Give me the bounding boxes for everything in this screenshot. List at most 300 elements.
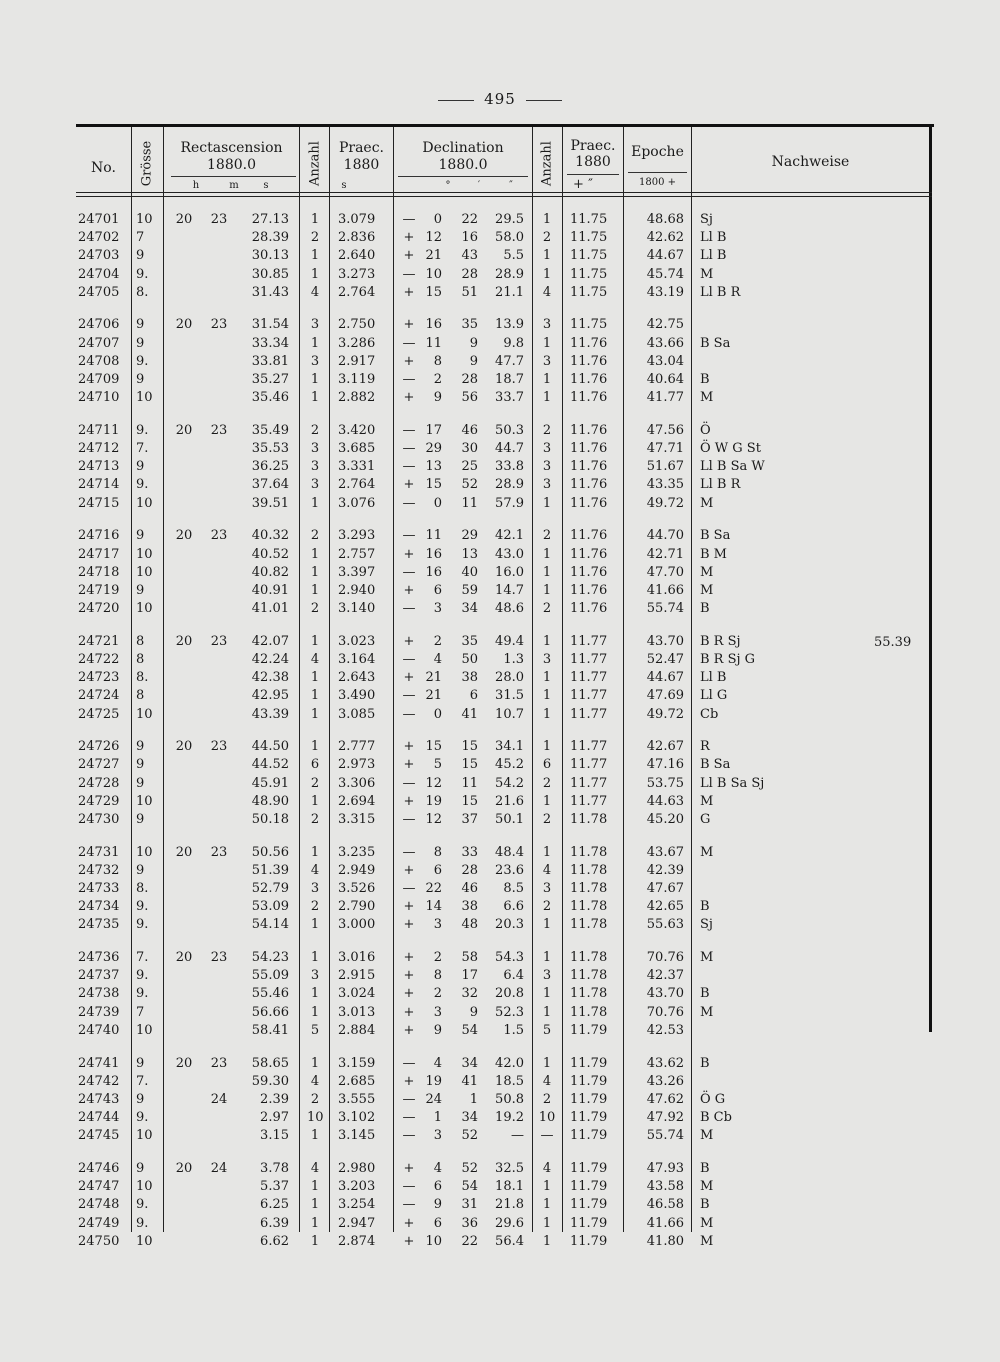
cell-groesse: 9	[136, 775, 145, 791]
cell-decl-sign: +	[403, 793, 415, 809]
header-rect-subrule	[171, 176, 296, 177]
cell-praec-1: 3.145	[338, 1128, 376, 1144]
cell-praec-2: 11.78	[570, 899, 608, 915]
cell-decl-min: 52	[461, 1128, 478, 1144]
cell-anzahl-1: 1	[310, 739, 320, 755]
cell-no: 24743	[78, 1091, 120, 1107]
cell-ra-s: 2.97	[260, 1110, 289, 1126]
cell-decl-sign: +	[403, 546, 415, 562]
cell-praec-2: 11.78	[570, 917, 608, 933]
cell-ra-m: 23	[210, 844, 228, 860]
cell-decl-sec: 58.0	[495, 230, 524, 246]
cell-decl-sec: 13.9	[495, 317, 524, 333]
cell-ra-m: 23	[210, 212, 228, 227]
cell-groesse: 9	[136, 582, 145, 598]
header-praec-2-year: 1880	[575, 154, 611, 170]
cell-nachweise: Cb	[700, 706, 719, 722]
cell-epoche: 44.63	[646, 793, 684, 809]
cell-praec-1: 3.016	[338, 950, 376, 966]
group-gap	[76, 619, 932, 634]
cell-praec-2: 11.76	[570, 335, 608, 351]
cell-nachweise: G	[700, 811, 711, 827]
table-row	[76, 583, 932, 601]
cell-decl-deg: 0	[433, 495, 442, 511]
cell-decl-deg: 19	[425, 1073, 442, 1089]
cell-groesse: 9.	[136, 1215, 149, 1231]
cell-decl-deg: 21	[425, 670, 442, 686]
cell-anzahl-2: 1	[542, 1004, 552, 1020]
cell-ra-h: 20	[175, 528, 193, 544]
cell-praec-1: 2.947	[338, 1215, 376, 1231]
cell-groesse: 9	[136, 1160, 145, 1176]
cell-decl-sign: —	[402, 528, 416, 544]
cell-decl-min: 15	[461, 793, 478, 809]
cell-nachweise: Ll B	[700, 670, 727, 686]
cell-praec-1: 3.119	[338, 372, 376, 387]
cell-decl-sign: +	[403, 230, 415, 246]
cell-epoche: 43.19	[646, 284, 684, 300]
header-praec-2-subrule	[567, 174, 619, 175]
cell-praec-2: 11.76	[570, 601, 608, 617]
cell-decl-deg: 17	[425, 422, 442, 438]
cell-ra-s: 36.25	[251, 459, 289, 475]
cell-ra-h: 20	[175, 317, 193, 333]
cell-praec-2: 11.78	[570, 986, 608, 1002]
cell-ra-s: 42.07	[251, 633, 289, 649]
cell-praec-1: 3.000	[338, 917, 376, 933]
cell-ra-m: 23	[210, 739, 228, 755]
cell-anzahl-2: 1	[542, 706, 552, 722]
cell-decl-sec: 8.5	[503, 881, 524, 896]
header-anzahl-2: Anzahl	[539, 141, 555, 186]
cell-anzahl-2: —	[540, 1128, 554, 1144]
cell-nachweise: M	[700, 1128, 714, 1144]
cell-praec-2: 11.79	[570, 1055, 608, 1071]
cell-anzahl-2: 1	[542, 1197, 552, 1213]
cell-groesse: 10	[136, 495, 153, 511]
header-epoche-unit: 1800 +	[638, 177, 676, 188]
cell-praec-2: 11.76	[570, 441, 608, 457]
cell-anzahl-2: 1	[542, 390, 552, 406]
cell-decl-deg: 9	[433, 1022, 442, 1038]
cell-anzahl-2: 1	[542, 1233, 552, 1249]
cell-praec-1: 2.949	[338, 862, 376, 878]
cell-nachweise: M	[700, 495, 714, 511]
cell-anzahl-1: 3	[310, 459, 320, 475]
cell-epoche: 45.20	[646, 811, 684, 827]
cell-decl-deg: 10	[425, 266, 442, 282]
cell-decl-sec: 48.4	[495, 844, 524, 860]
cell-decl-sign: +	[403, 317, 415, 333]
cell-nachweise: B	[700, 601, 710, 617]
cell-praec-2: 11.77	[570, 670, 608, 686]
page-number-text: 495	[484, 90, 516, 108]
cell-ra-s: 42.95	[251, 688, 289, 704]
cell-decl-deg: 6	[433, 1179, 442, 1195]
cell-no: 24733	[78, 881, 120, 896]
cell-anzahl-1: 1	[310, 986, 320, 1002]
cell-anzahl-1: 2	[310, 811, 320, 827]
table-row	[76, 1128, 932, 1146]
cell-decl-min: 58	[461, 950, 478, 966]
cell-decl-sign: —	[402, 601, 416, 617]
cell-no: 24717	[78, 546, 120, 562]
cell-decl-sign: —	[402, 811, 416, 827]
cell-decl-min: 33	[461, 844, 478, 860]
cell-decl-sec: 5.5	[503, 248, 524, 264]
cell-ra-s: 56.66	[251, 1004, 289, 1020]
cell-decl-sec: 23.6	[495, 862, 524, 878]
cell-anzahl-2: 2	[542, 1091, 552, 1107]
cell-no: 24711	[78, 422, 120, 438]
header-bottom-rule	[76, 192, 932, 193]
cell-ra-s: 43.39	[251, 706, 289, 722]
table-row	[76, 794, 932, 812]
cell-epoche: 47.62	[646, 1091, 684, 1107]
cell-anzahl-2: 3	[542, 651, 552, 667]
cell-groesse: 9.	[136, 968, 149, 984]
cell-no: 24706	[78, 317, 120, 333]
cell-no: 24731	[78, 844, 120, 860]
page-number	[0, 90, 1000, 108]
cell-ra-s: 42.24	[251, 651, 289, 667]
cell-no: 24750	[78, 1233, 120, 1249]
cell-epoche: 43.70	[646, 633, 684, 649]
cell-nachweise: M	[700, 1004, 714, 1020]
cell-epoche: 41.80	[646, 1233, 684, 1249]
cell-ra-s: 31.43	[251, 284, 289, 300]
cell-ra-s: 6.39	[260, 1215, 289, 1231]
cell-ra-s: 3.15	[260, 1128, 289, 1144]
table-row	[76, 812, 932, 830]
cell-groesse: 9.	[136, 899, 149, 915]
cell-praec-1: 3.254	[338, 1197, 376, 1213]
cell-decl-min: 13	[461, 546, 478, 562]
cell-epoche: 42.65	[646, 899, 684, 915]
cell-decl-sign: +	[403, 670, 415, 686]
cell-no: 24714	[78, 477, 120, 493]
cell-epoche: 70.76	[646, 1004, 684, 1020]
cell-decl-sec: 29.5	[495, 212, 524, 227]
cell-anzahl-2: 1	[542, 1179, 552, 1195]
cell-anzahl-1: 1	[310, 917, 320, 933]
cell-epoche: 44.67	[646, 248, 684, 264]
cell-groesse: 8	[136, 651, 145, 667]
cell-anzahl-2: 1	[542, 266, 552, 282]
cell-decl-sign: +	[403, 633, 415, 649]
header-praec-2-title: Praec.	[570, 138, 616, 154]
cell-decl-deg: 11	[425, 335, 442, 351]
cell-ra-s: 40.52	[251, 546, 289, 562]
cell-praec-2: 11.76	[570, 582, 608, 598]
cell-no: 24739	[78, 1004, 120, 1020]
table-row	[76, 968, 932, 986]
cell-praec-1: 2.685	[338, 1073, 376, 1089]
table-row	[76, 950, 932, 968]
cell-decl-sec: 54.3	[495, 950, 524, 966]
cell-nachweise: M	[700, 844, 714, 860]
cell-praec-1: 3.079	[338, 212, 376, 227]
cell-anzahl-2: 3	[542, 968, 552, 984]
cell-decl-sign: —	[402, 1091, 416, 1107]
cell-anzahl-1: 4	[310, 651, 320, 667]
cell-praec-1: 3.331	[338, 459, 376, 475]
cell-nachweise: Ll B	[700, 248, 727, 264]
cell-groesse: 8.	[136, 881, 149, 896]
cell-anzahl-2: 1	[542, 670, 552, 686]
cell-decl-deg: 8	[433, 844, 442, 860]
cell-nachweise: M	[700, 582, 714, 598]
cell-no: 24746	[78, 1160, 120, 1176]
cell-epoche: 41.66	[646, 582, 684, 598]
cell-anzahl-1: 1	[310, 633, 320, 649]
cell-decl-min: 35	[461, 317, 478, 333]
cell-no: 24742	[78, 1073, 120, 1089]
group-gap	[76, 408, 932, 423]
cell-no: 24702	[78, 230, 120, 246]
cell-decl-sign: +	[403, 1233, 415, 1249]
cell-decl-deg: 21	[425, 688, 442, 704]
cell-decl-deg: 3	[433, 1004, 442, 1020]
cell-decl-sec: 45.2	[495, 757, 524, 773]
table-row	[76, 1023, 932, 1041]
cell-nachweise: M	[700, 1233, 714, 1249]
cell-praec-1: 3.013	[338, 1004, 376, 1020]
cell-groesse: 9	[136, 1055, 145, 1071]
cell-praec-1: 3.293	[338, 528, 376, 544]
header-decl-unit-sec: ″	[509, 180, 513, 191]
cell-decl-sign: +	[403, 1215, 415, 1231]
cell-anzahl-1: 1	[310, 1055, 320, 1071]
cell-anzahl-2: 2	[542, 422, 552, 438]
cell-ra-s: 35.27	[251, 372, 289, 387]
cell-nachweise: Ll B Sa W	[700, 459, 765, 475]
cell-decl-min: 15	[461, 739, 478, 755]
cell-decl-sec: 14.7	[495, 582, 524, 598]
cell-decl-deg: 1	[433, 1110, 442, 1126]
cell-no: 24744	[78, 1110, 120, 1126]
cell-groesse: 7	[136, 1004, 145, 1020]
cell-groesse: 8.	[136, 670, 149, 686]
cell-epoche: 47.67	[646, 881, 684, 896]
cell-anzahl-2: 3	[542, 477, 552, 493]
cell-ra-s: 30.13	[251, 248, 289, 264]
cell-groesse: 10	[136, 1022, 153, 1038]
cell-praec-1: 2.764	[338, 284, 376, 300]
cell-decl-sec: 21.8	[495, 1197, 524, 1213]
cell-no: 24747	[78, 1179, 120, 1195]
cell-decl-deg: 16	[425, 564, 442, 580]
cell-praec-2: 11.76	[570, 528, 608, 544]
cell-decl-min: 56	[461, 390, 478, 406]
cell-nachweise: B R Sj	[700, 633, 741, 649]
cell-decl-sec: 31.5	[495, 688, 524, 704]
table-row	[76, 230, 932, 248]
cell-anzahl-1: 1	[310, 844, 320, 860]
cell-decl-sec: 6.4	[503, 968, 524, 984]
cell-ra-h: 20	[175, 1160, 193, 1176]
cell-decl-deg: 22	[425, 881, 442, 896]
cell-anzahl-2: 1	[542, 564, 552, 580]
cell-decl-sec: 18.1	[495, 1179, 524, 1195]
cell-praec-1: 3.023	[338, 633, 376, 649]
cell-ra-m: 23	[210, 528, 228, 544]
cell-groesse: 9	[136, 862, 145, 878]
header-declination-epoch: 1880.0	[438, 157, 488, 173]
cell-epoche: 49.72	[646, 495, 684, 511]
cell-praec-1: 2.874	[338, 1233, 376, 1249]
cell-no: 24723	[78, 670, 120, 686]
table-row	[76, 1110, 932, 1128]
cell-decl-deg: 3	[433, 601, 442, 617]
cell-ra-s: 3.78	[260, 1160, 289, 1176]
cell-praec-1: 3.315	[338, 811, 376, 827]
cell-praec-2: 11.79	[570, 1233, 608, 1249]
cell-no: 24705	[78, 284, 120, 300]
cell-anzahl-2: 1	[542, 688, 552, 704]
cell-decl-min: 38	[461, 899, 478, 915]
cell-decl-deg: 4	[433, 651, 442, 667]
cell-decl-sec: 16.0	[495, 564, 524, 580]
cell-anzahl-1: 2	[310, 601, 320, 617]
cell-decl-min: 32	[461, 986, 478, 1002]
cell-decl-deg: 2	[433, 950, 442, 966]
star-catalogue-table	[76, 124, 932, 1249]
cell-anzahl-1: 3	[310, 317, 320, 333]
cell-ra-s: 6.62	[260, 1233, 289, 1249]
cell-nachweise: B	[700, 899, 710, 915]
cell-ra-s: 35.46	[251, 390, 289, 406]
table-row	[76, 739, 932, 757]
cell-ra-h: 20	[175, 1055, 193, 1071]
cell-epoche: 42.37	[646, 968, 684, 984]
table-row	[76, 354, 932, 372]
cell-decl-min: 6	[469, 688, 478, 704]
cell-nachweise: Ll G	[700, 688, 728, 704]
cell-decl-deg: 2	[433, 633, 442, 649]
cell-decl-deg: 0	[433, 212, 442, 227]
header-nachweise: Nachweise	[771, 154, 850, 170]
cell-decl-min: 50	[461, 651, 478, 667]
cell-groesse: 10	[136, 793, 153, 809]
cell-praec-2: 11.77	[570, 706, 608, 722]
cell-anzahl-1: 6	[310, 757, 320, 773]
cell-decl-sign: —	[402, 266, 416, 282]
cell-decl-deg: 15	[425, 739, 442, 755]
cell-decl-sign: —	[402, 1197, 416, 1213]
cell-decl-min: 34	[461, 1055, 478, 1071]
cell-anzahl-1: 10	[307, 1110, 324, 1126]
cell-groesse: 10	[136, 212, 153, 227]
cell-praec-1: 3.397	[338, 564, 376, 580]
header-decl-unit-min: ′	[477, 180, 481, 191]
cell-nachweise: M	[700, 390, 714, 406]
table-row	[76, 496, 932, 514]
cell-decl-min: 38	[461, 670, 478, 686]
cell-decl-sign: +	[403, 477, 415, 493]
cell-anzahl-2: 1	[542, 1215, 552, 1231]
cell-ra-s: 6.25	[260, 1197, 289, 1213]
cell-anzahl-1: 4	[310, 284, 320, 300]
cell-anzahl-1: 3	[310, 881, 320, 896]
cell-decl-deg: 14	[425, 899, 442, 915]
table-row	[76, 372, 932, 390]
cell-groesse: 7.	[136, 441, 149, 457]
cell-nachweise: Ö W G St	[700, 441, 761, 457]
cell-ra-s: 54.23	[251, 950, 289, 966]
cell-nachweise: Ll B R	[700, 284, 741, 300]
cell-epoche: 44.70	[646, 528, 684, 544]
cell-praec-1: 2.750	[338, 317, 376, 333]
cell-praec-2: 11.75	[570, 266, 608, 282]
cell-decl-sec: 9.8	[503, 335, 524, 351]
table-row	[76, 986, 932, 1004]
header-rect-unit-s: s	[263, 180, 269, 191]
cell-praec-2: 11.79	[570, 1110, 608, 1126]
cell-no: 24704	[78, 266, 120, 282]
cell-anzahl-1: 1	[310, 564, 320, 580]
cell-decl-sign: —	[402, 564, 416, 580]
cell-epoche: 43.04	[646, 353, 684, 369]
cell-decl-sec: 20.3	[495, 917, 524, 933]
cell-epoche: 53.75	[646, 775, 684, 791]
table-row	[76, 1234, 932, 1252]
cell-praec-1: 3.085	[338, 706, 376, 722]
cell-decl-min: 46	[461, 881, 478, 896]
header-epoche-subrule	[628, 172, 687, 173]
cell-no: 24715	[78, 495, 120, 511]
cell-anzahl-1: 3	[310, 968, 320, 984]
cell-decl-min: 36	[461, 1215, 478, 1231]
cell-epoche: 43.70	[646, 986, 684, 1002]
cell-praec-2: 11.79	[570, 1179, 608, 1195]
cell-no: 24718	[78, 564, 120, 580]
cell-anzahl-2: 3	[542, 317, 552, 333]
cell-decl-deg: 8	[433, 353, 442, 369]
cell-decl-deg: 8	[433, 968, 442, 984]
cell-decl-deg: 16	[425, 546, 442, 562]
cell-decl-deg: 0	[433, 706, 442, 722]
header-praec-1-year: 1880	[343, 157, 380, 173]
cell-groesse: 8	[136, 688, 145, 704]
cell-no: 24724	[78, 688, 120, 704]
table-row	[76, 863, 932, 881]
table-row	[76, 1005, 932, 1023]
cell-decl-sec: 33.8	[495, 459, 524, 475]
cell-ra-s: 33.34	[251, 335, 289, 351]
cell-decl-sign: +	[403, 862, 415, 878]
cell-decl-min: 25	[461, 459, 478, 475]
cell-epoche: 43.58	[646, 1179, 684, 1195]
cell-anzahl-2: 3	[542, 881, 552, 896]
table-row	[76, 1216, 932, 1234]
cell-nachweise: M	[700, 266, 714, 282]
table-row	[76, 1056, 932, 1074]
cell-decl-sign: +	[403, 390, 415, 406]
cell-anzahl-2: 1	[542, 546, 552, 562]
cell-epoche: 43.35	[646, 477, 684, 493]
cell-groesse: 9	[136, 335, 145, 351]
cell-praec-2: 11.79	[570, 1022, 608, 1038]
cell-anzahl-1: 1	[310, 793, 320, 809]
table-row	[76, 459, 932, 477]
cell-praec-1: 2.777	[338, 739, 376, 755]
cell-praec-1: 3.159	[338, 1055, 376, 1071]
cell-groesse: 8.	[136, 284, 149, 300]
header-rectascension: Rectascension	[180, 140, 283, 156]
cell-decl-min: 28	[461, 266, 478, 282]
cell-decl-sign: +	[403, 353, 415, 369]
